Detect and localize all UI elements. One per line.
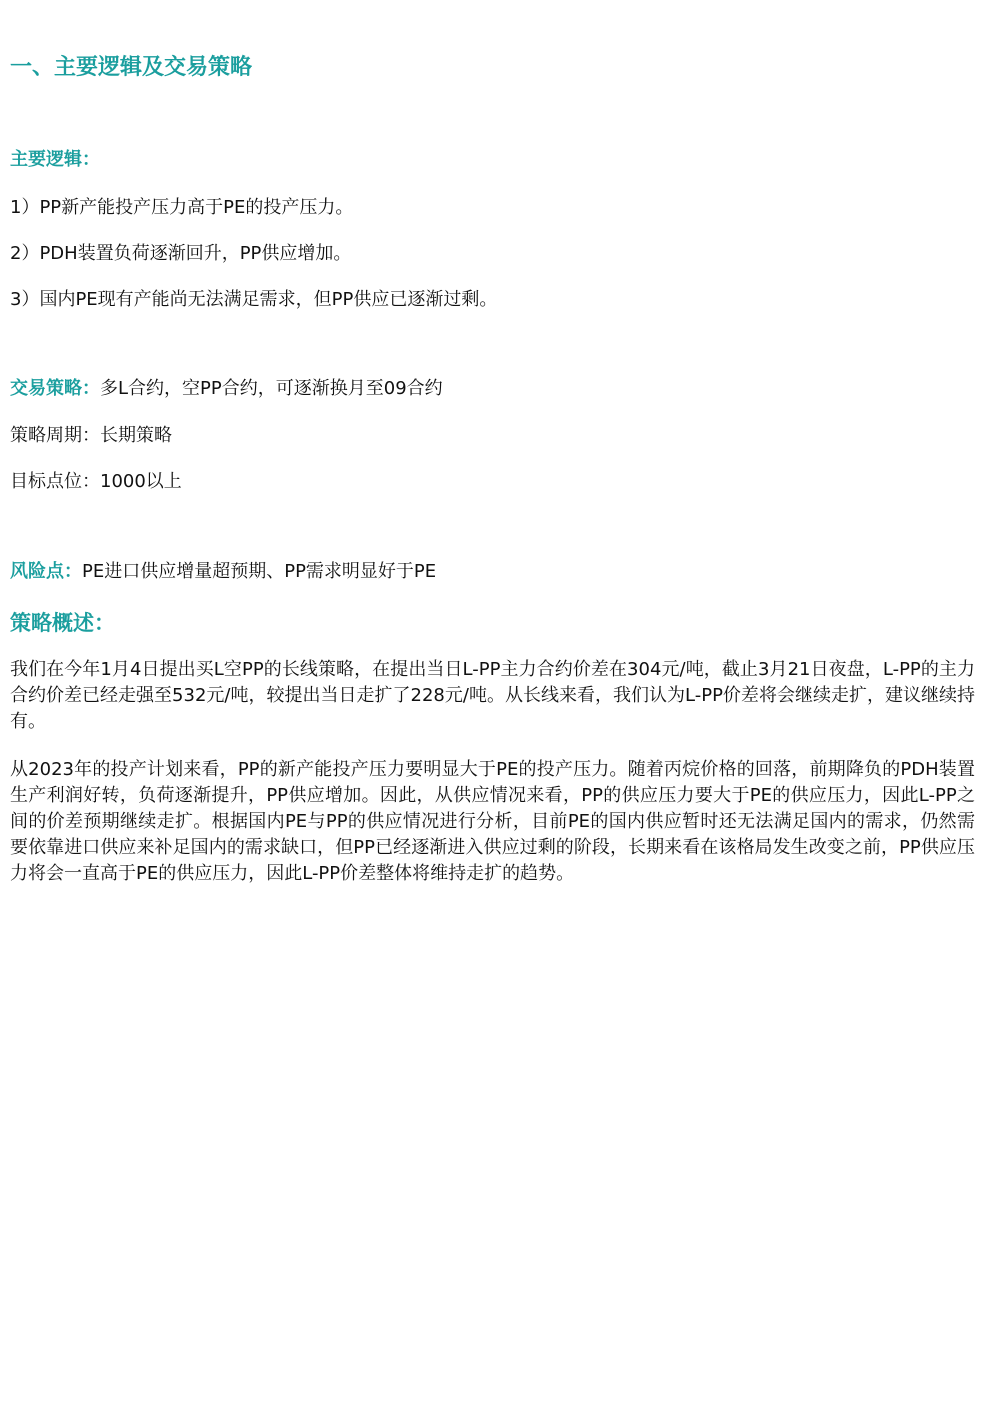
- strategy-line: [10, 377, 443, 401]
- overview-paragraph-2: 从2023年的投产计划来看，PP的新产能投产压力要明显大于PE的投产压力。随着丙烷价格的回落，前期降负的PDH装置生产利润好转，负荷逐渐提升，PP供应增加。因此，从供应情况来看，PP的供应压力要大于PE的供应压力，因此L-PP之间的价差预期继续走扩。根据国内PE与PP的供应情况进行分析，目前PE的国内供应暂时还无法满足国内的需求，仍然需要依靠进口供应来补足国内的需求缺口，但PP已经逐渐进入供应过剩的阶段，长期来看在该格局发生改变之前，PP供应压力将会一直高于PE的供应压力，因此L-PP价差整体将维持走扩的趋势。: [10, 759, 975, 884]
- risk-line: [10, 560, 436, 584]
- logic-item-1: 1）PP新产能投产压力高于PE的投产压力。: [10, 197, 354, 218]
- logic-item-2: 2）PDH装置负荷逐渐回升，PP供应增加。: [10, 243, 352, 264]
- strategy-period: 策略周期：长期策略: [10, 425, 172, 446]
- logic-item-3: 3）国内PE现有产能尚无法满足需求，但PP供应已逐渐过剩。: [10, 289, 498, 310]
- risk-label: 风险点：: [10, 561, 82, 582]
- strategy-target: 目标点位：1000以上: [10, 471, 182, 492]
- overview-title: 策略概述：: [10, 611, 115, 635]
- risk-value: PE进口供应增量超预期、PP需求明显好于PE: [82, 561, 437, 582]
- section-title: 一、主要逻辑及交易策略: [10, 55, 253, 80]
- strategy-label: 交易策略：: [10, 378, 100, 399]
- main-logic-label: 主要逻辑：: [10, 149, 100, 170]
- overview-paragraph-1: 我们在今年1月4日提出买L空PP的长线策略，在提出当日L-PP主力合约价差在304元/吨，截止3月21日夜盘，L-PP的主力合约价差已经走强至532元/吨，较提出当日走扩了228元/吨。从长线来看，我们认为L-PP价差将会继续走扩，建议继续持有。: [10, 659, 975, 732]
- strategy-value: 多L合约，空PP合约，可逐渐换月至09合约: [100, 378, 443, 399]
